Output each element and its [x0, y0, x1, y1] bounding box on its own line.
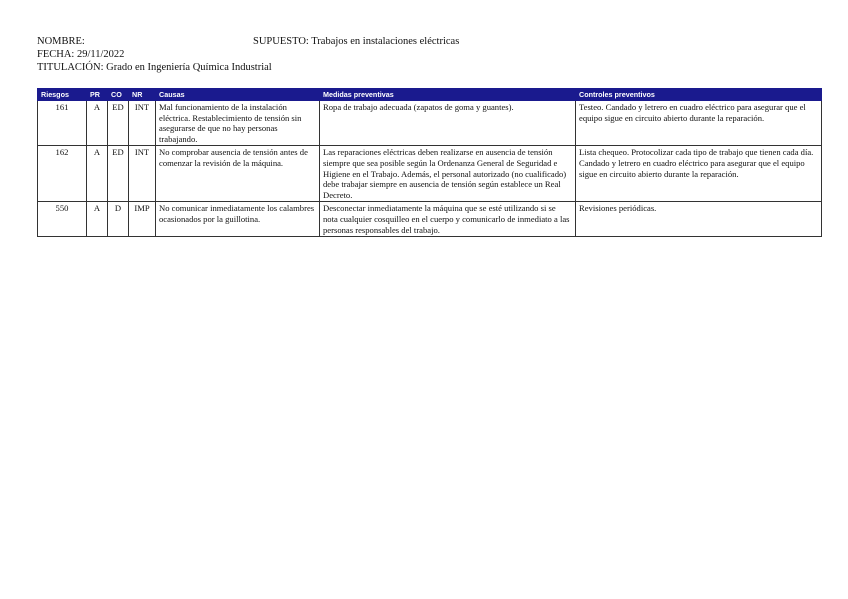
- table-row: [38, 146, 822, 202]
- column-header-riesgos: Riesgos: [38, 89, 87, 101]
- table-row: [38, 202, 822, 237]
- column-header-controles: Controles preventivos: [576, 89, 822, 101]
- table-row: [38, 101, 822, 146]
- medidas-cell: Desconectar inmediatamente la máquina que se esté utilizando si se nota cualquier cosquilleo en el cuerpo y comunicarlo de inmediato a las personas responsables del trabajo.: [320, 202, 576, 237]
- medidas-cell: Ropa de trabajo adecuada (zapatos de goma y guantes).: [320, 101, 576, 146]
- supuesto-title: SUPUESTO: Trabajos en instalaciones eléctricas: [253, 36, 460, 47]
- medidas-cell: Las reparaciones eléctricas deben realizarse en ausencia de tensión siempre que sea posible según la Ordenanza General de Seguridad e Higiene en el Trabajo. Además, el personal autorizado (no cualificado) debe trabajar siempre en ausencia de tensión según establece un Real Decreto.: [320, 146, 576, 202]
- fecha-line: FECHA: 29/11/2022: [37, 49, 125, 60]
- co-cell: ED: [108, 146, 129, 202]
- pr-cell: A: [87, 101, 108, 146]
- controles-cell: Testeo. Candado y letrero en cuadro eléctrico para asegurar que el equipo sigue en circuito abierto durante la reparación.: [576, 101, 822, 146]
- nr-cell: INT: [129, 146, 156, 202]
- pr-cell: A: [87, 146, 108, 202]
- co-cell: ED: [108, 101, 129, 146]
- causas-cell: No comunicar inmediatamente los calambres ocasionados por la guillotina.: [156, 202, 320, 237]
- causas-cell: No comprobar ausencia de tensión antes de comenzar la revisión de la máquina.: [156, 146, 320, 202]
- column-header-medidas: Medidas preventivas: [320, 89, 576, 101]
- controles-cell: Revisiones periódicas.: [576, 202, 822, 237]
- table-header-row: [38, 89, 822, 101]
- titulacion-line: TITULACIÓN: Grado en Ingeniería Química Industrial: [37, 62, 272, 73]
- column-header-nr: NR: [129, 89, 156, 101]
- causas-cell: Mal funcionamiento de la instalación eléctrica. Restablecimiento de tensión sin asegurarse de que no hay personas trabajando.: [156, 101, 320, 146]
- co-cell: D: [108, 202, 129, 237]
- nr-cell: INT: [129, 101, 156, 146]
- riesgo-cell: 162: [38, 146, 87, 202]
- column-header-pr: PR: [87, 89, 108, 101]
- riesgo-cell: 161: [38, 101, 87, 146]
- nombre-label: NOMBRE:: [37, 36, 85, 47]
- column-header-causas: Causas: [156, 89, 320, 101]
- nr-cell: IMP: [129, 202, 156, 237]
- riesgo-cell: 550: [38, 202, 87, 237]
- pr-cell: A: [87, 202, 108, 237]
- controles-cell: Lista chequeo. Protocolizar cada tipo de trabajo que tienen cada día. Candado y letrero en cuadro eléctrico para asegurar que el equipo sigue en circuito abierto durante la reparación.: [576, 146, 822, 202]
- column-header-co: CO: [108, 89, 129, 101]
- risk-table: [37, 88, 822, 237]
